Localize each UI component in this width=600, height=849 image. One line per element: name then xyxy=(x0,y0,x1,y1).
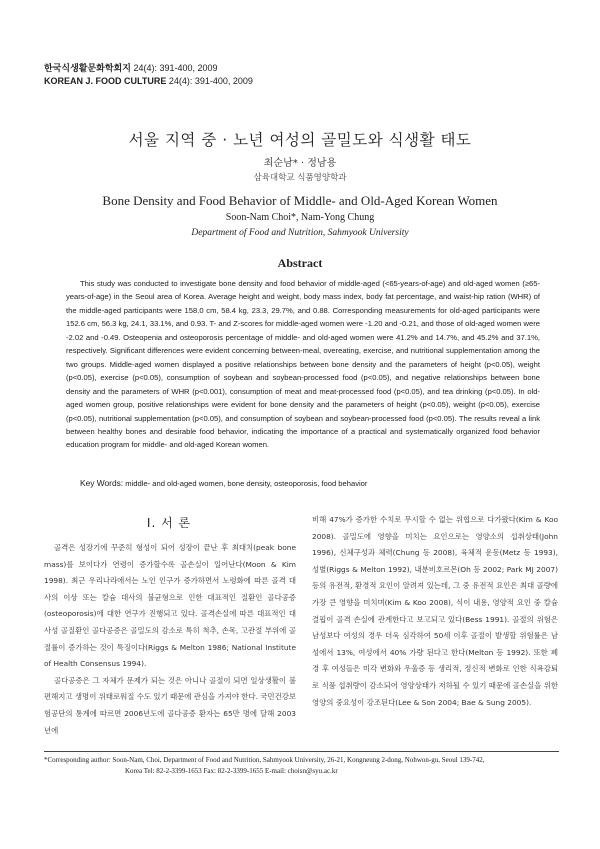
footnote-line: Korea Tel: 82-2-3399-1653 Fax: 82-2-3399-1655 E-mail: choisn@syu.ac.kr xyxy=(125,766,338,775)
journal-header xyxy=(44,62,253,88)
keywords xyxy=(80,478,367,488)
footnote xyxy=(44,755,564,776)
affiliation-korean: 삼육대학교 식품영양학과 xyxy=(253,173,347,183)
journal-name-en: KOREAN J. FOOD CULTURE xyxy=(44,76,167,86)
title-english: Bone Density and Food Behavior of Middle- and Old-Aged Korean Women xyxy=(102,193,498,208)
journal-citation-ko: 24(4): 391-400, 2009 xyxy=(133,63,218,73)
section-heading-introduction: I. 서 론 xyxy=(146,516,192,530)
authors-korean: 최순남* · 정남용 xyxy=(263,158,337,169)
paragraph: 비해 47%가 증가한 수치로 무시할 수 없는 위협으로 다가왔다(Kim & Koo 2008). 골밀도에 영향을 미치는 요인으로는 영양소의 섭취상태(John 1996), 신체구성과 체력(Chung 등 2008), 육체적 운동(Metz 등 1993), 성별(Riggs & Melton 1992), 내분비호르몬(Oh 등 2002; Park MJ 2007) 등의 유전적, 환경적 요인이 알려져 있는데, 그 중 유전적 요인은 최대 골량에 가장 큰 영향을 미치며(Kim & Koo 2008), 식이 내용, 영양적 요인 중 칼슘 결핍이 골격 손실에 관계한다고 보고되고 있다(Bess 1991). 골절의 위험은 남성보다 여성의 경우 더욱 심각하여 50세 이후 골절이 발생할 위험률은 남성에서 13%, 여성에서 40% 가량 된다고 한다(Melton 등 1992). 또한 폐경 후 여성들은 미각 변화와 우울증 등 생리적, 정신적 변화로 인한 식욕감퇴로 식품 섭취량이 감소되어 영양상태가 저하될 수 있기 때문에 골손실을 위한 영양의 중요성이 강조된다(Lee & Son 2004; Bae & Sung 2005). xyxy=(312,515,558,707)
authors-english: Soon-Nam Choi*, Nam-Yong Chung xyxy=(225,212,375,223)
footnote-divider xyxy=(44,751,559,752)
left-column xyxy=(44,540,296,739)
right-column xyxy=(312,512,558,711)
keywords-label: Key Words: xyxy=(80,478,124,488)
keywords-list: middle- and old-aged women, bone density, osteoporosis, food behavior xyxy=(125,479,368,488)
paragraph: 골격은 성장기에 꾸준히 형성이 되어 성장이 끝난 후 최대치(peak bone mass)를 보이다가 연령이 증가할수록 골손실이 일어난다(Moon & Kim 1998). 최근 우리나라에서는 노인 인구가 증가하면서 노령화에 따른 골격 대사의 이상 또는 칼슘 대사의 불균형으로 인한 대표적인 질환인 골다공증(osteoporosis)에 대한 연구가 진행되고 있다. 골격손실에 따른 대표적인 대사성 골질환인 골다공증은 골밀도의 감소로 특히 척추, 손목, 고관절 부위에 골절률이 증가하는 것이 특징이다(Riggs & Melton 1986; National Institute of Health Consensus 1994). xyxy=(44,543,296,669)
journal-citation-en: 24(4): 391-400, 2009 xyxy=(168,76,253,86)
journal-line-en xyxy=(44,75,253,88)
journal-name-ko: 한국식생활문화학회지 xyxy=(44,63,131,73)
affiliation-english: Department of Food and Nutrition, Sahmyook University xyxy=(191,228,409,238)
abstract-body: This study was conducted to investigate bone density and food behavior of middle-aged (<65-years-of-age) and old-aged women (≥65-years-of-age) in the Seoul area of Korea. Average height and weight, body mass index, body fat percentage, and waist-hip ration (WHR) of the middle-aged participants were 158.0 cm, 58.4 kg, 23.3, 29.7%, and 0.88. Corresponding measurements for old-aged participants were 152.6 cm, 56.3 kg, 24.1, 33.1%, and 0.93. T- and Z-scores for middle-aged women were -1.20 and -0.21, and those of old-aged women were -2.02 and -0.49. Osteopenia and osteoporosis percentage of middle- and old-aged women were 41.2% and 14.7%, and 45.2% and 37.1%, respectively. Significant differences were evident concerning between-meal, overeating, exercise, and nutritional supplementation among the two groups. Middle-aged women displayed a positive relationships between bone density and the parameters of height (p<0.05), weight (p<0.05), exercise (p<0.05), consumption of soybean and soybean-processed food (p<0.05), and negative relationships between bone density and the parameters of WHR (p<0.001), consumption of meat and meat-processed food (p<0.05), and tea drinking (p<0.05). In old-aged women group, positive relationships were evident for bone density and the parameters of height (p<0.05), weight (p<0.05), exercise (p<0.05), nutritional supplementation (p<0.05), and consumption of soybean and soybean-processed food (p<0.05). The results reveal a link between healthy bones and desirable food behavior, indicating the importance of a practical and systematically organized food behavior education program for middle- and old-aged Korean women. xyxy=(66,279,540,450)
paragraph: 골다공증은 그 자체가 문제가 되는 것은 아니나 골절이 되면 일상생활이 불편해지고 생명이 위태로워질 수도 있기 때문에 관심을 가져야 한다. 국민건강보험공단의 통계에 따르면 2006년도에 골다공증 환자는 65만 명에 달해 2003년에 xyxy=(44,675,296,735)
journal-line-ko xyxy=(44,62,253,75)
footnote-line: *Corresponding author: Soon-Nam, Choi, Department of Food and Nutrition, Sahmyook University, 26-21, Kongneung 2-dong, Nohwon-gu, Seoul 139-742, xyxy=(44,756,485,764)
title-korean: 서울 지역 중 · 노년 여성의 골밀도와 식생활 태도 xyxy=(128,131,472,149)
abstract-heading: Abstract xyxy=(277,256,323,270)
